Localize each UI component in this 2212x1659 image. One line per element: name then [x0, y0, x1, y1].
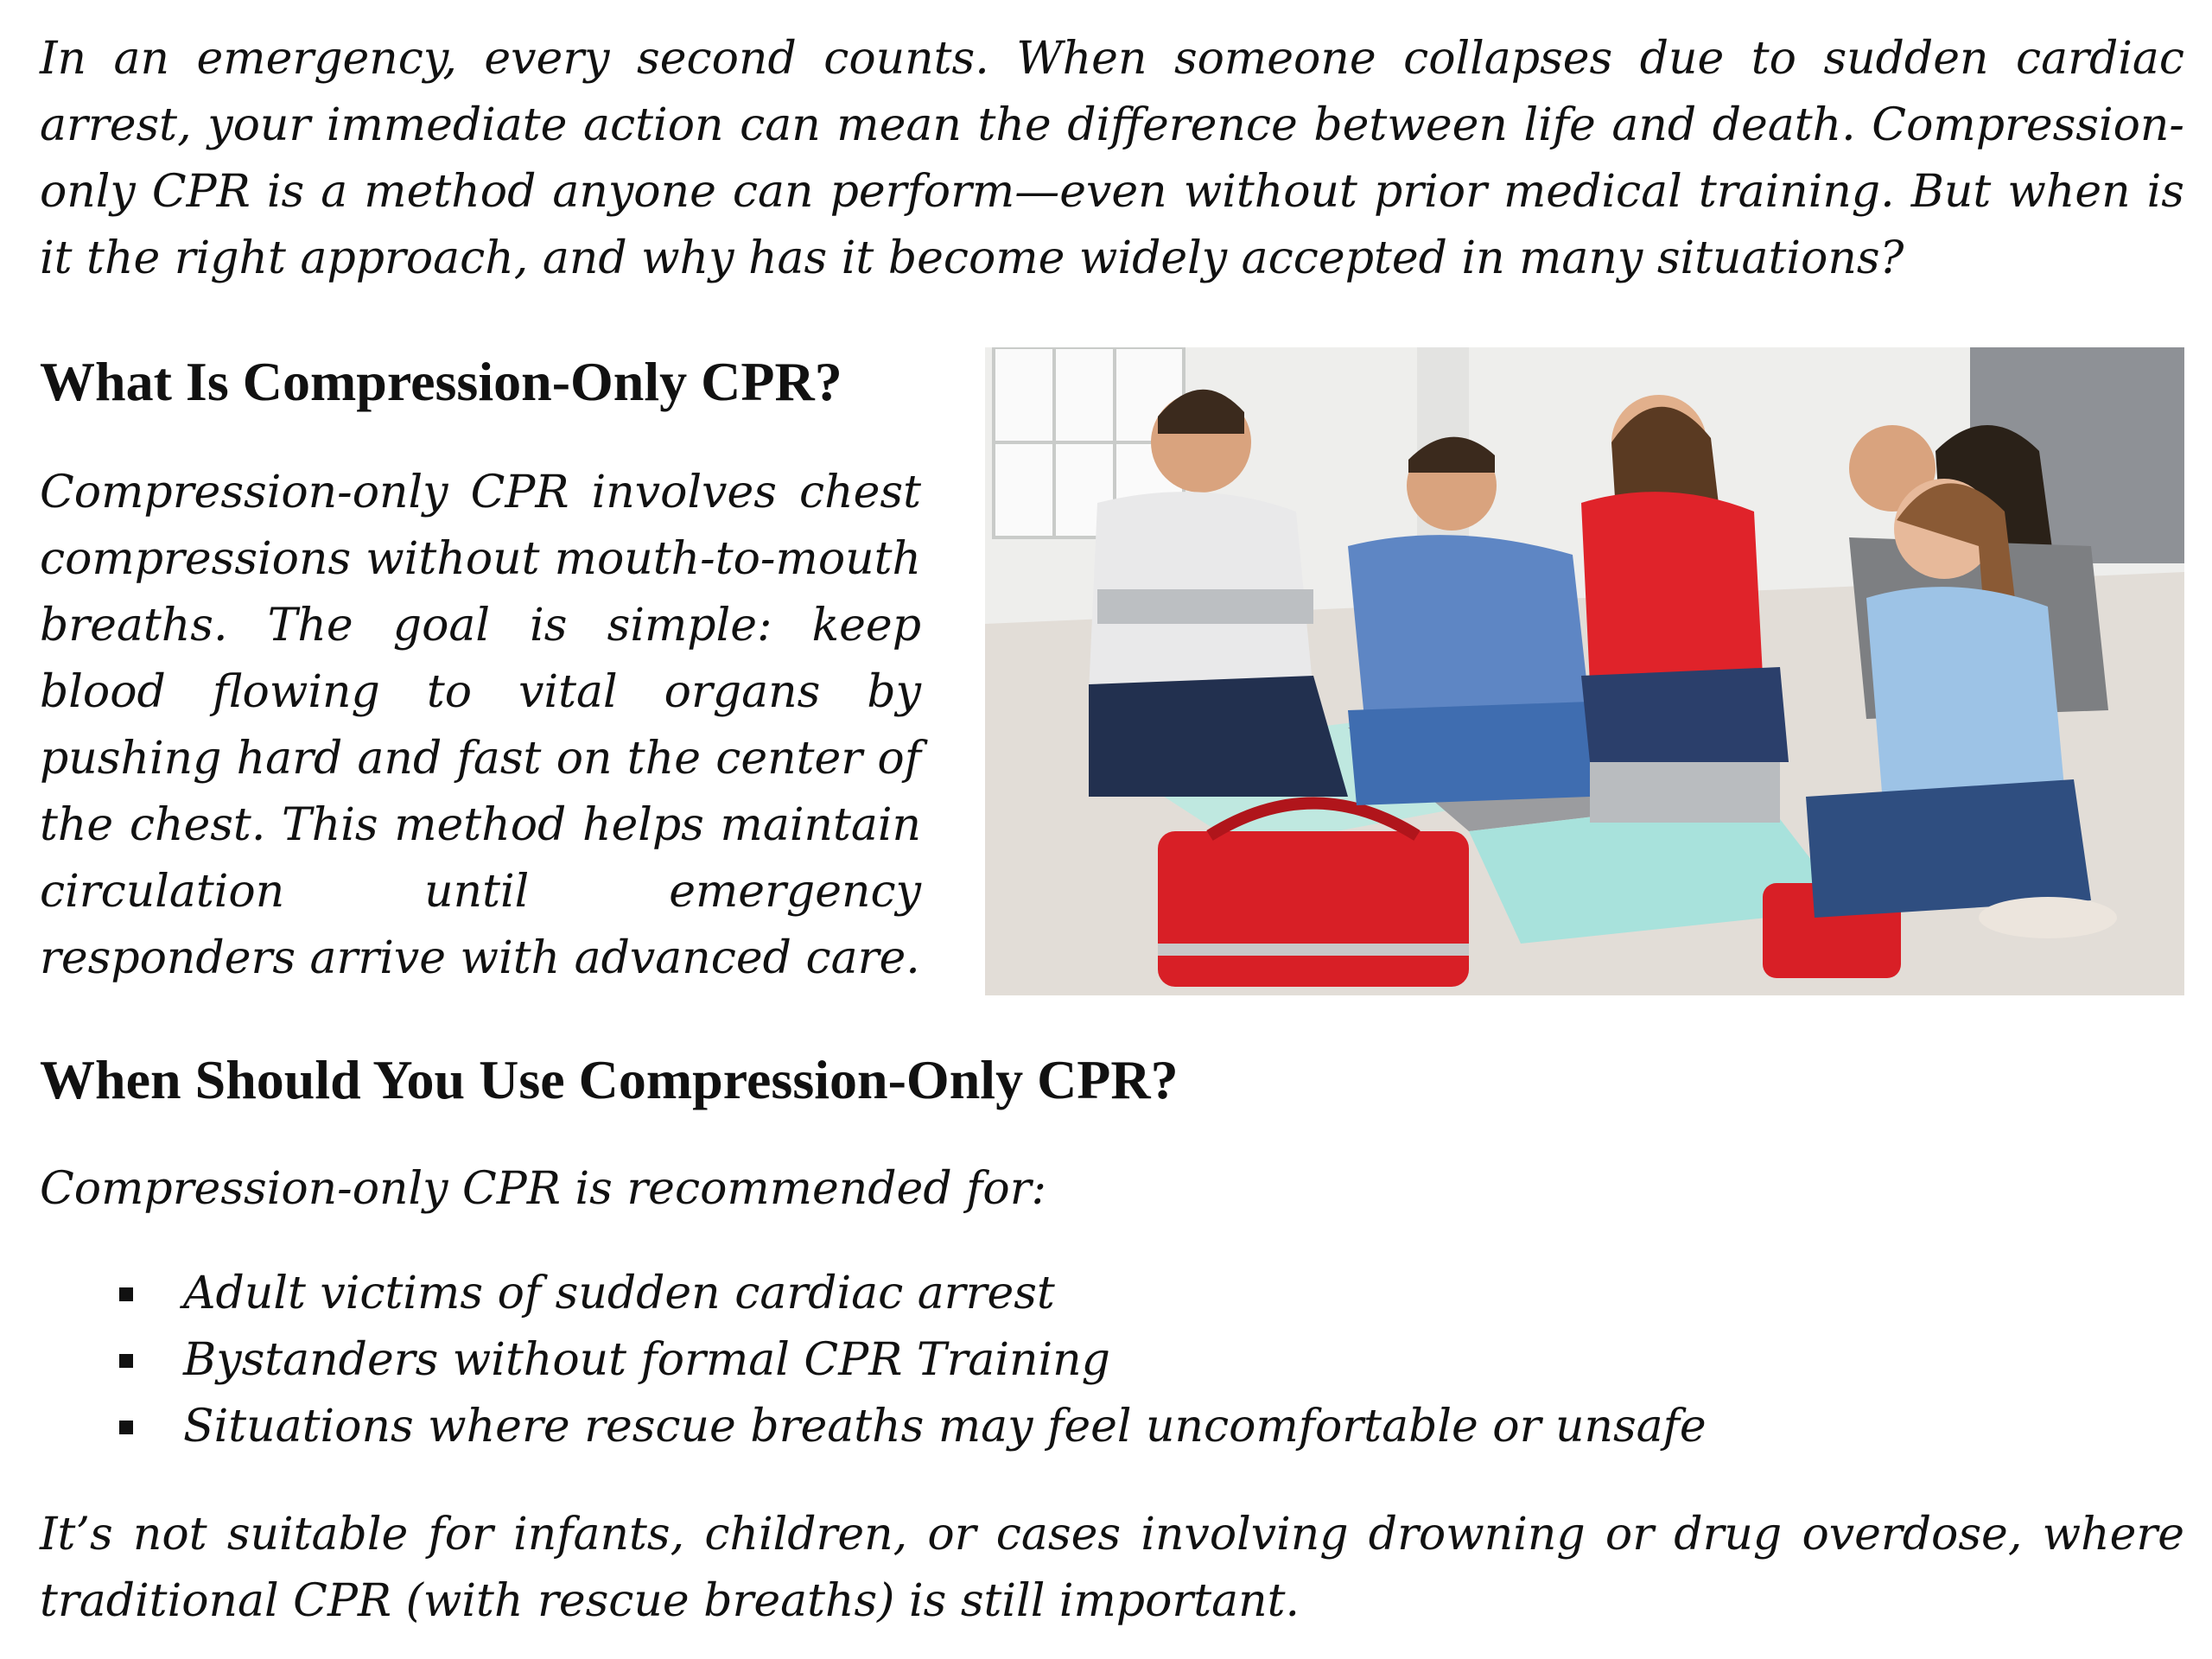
section-heading-what-is: What Is Compression-Only CPR? — [40, 351, 842, 412]
square-bullet-icon — [119, 1287, 133, 1301]
section-heading-when-to-use: When Should You Use Compression-Only CPR? — [40, 1049, 1179, 1110]
square-bullet-icon — [119, 1354, 133, 1368]
list-item-text: Situations where rescue breaths may feel uncomfortable or unsafe — [183, 1401, 1707, 1452]
list-item-text: Bystanders without formal CPR Training — [183, 1334, 1110, 1386]
list-item — [40, 1394, 2184, 1460]
list-item — [40, 1327, 2184, 1394]
list-item — [40, 1261, 2184, 1327]
square-bullet-icon — [119, 1421, 133, 1434]
cpr-training-photo — [985, 347, 2184, 995]
recommendation-list — [40, 1261, 2184, 1460]
document-page — [40, 26, 2184, 1627]
section-body-what-is: Compression-only CPR involves chest compressions without mouth-to-mouth breaths. The goal is simple: keep blood flowing to vital organs by pushing hard and fast on the center of the chest. This method helps maintain circulation until emergency responders arrive with advanced care. — [40, 467, 921, 984]
intro-paragraph: In an emergency, every second counts. When someone collapses due to sudden cardiac arrest, your immediate action can mean the difference between life and death. Compression-only CPR is a method anyone can perform—even without prior medical training. But when is it the right approach, and why has it become widely accepted in many situations? — [40, 33, 2184, 284]
section-when-to-use — [40, 1046, 2184, 1635]
closing-paragraph: It’s not suitable for infants, children, or cases involving drowning or drug overdose, where traditional CPR (with rescue breaths) is still important. — [40, 1509, 2184, 1627]
list-item-text: Adult victims of sudden cardiac arrest — [183, 1268, 1055, 1319]
section-what-is — [40, 347, 2184, 1030]
section-lead-text: Compression-only CPR is recommended for: — [40, 1163, 1047, 1215]
